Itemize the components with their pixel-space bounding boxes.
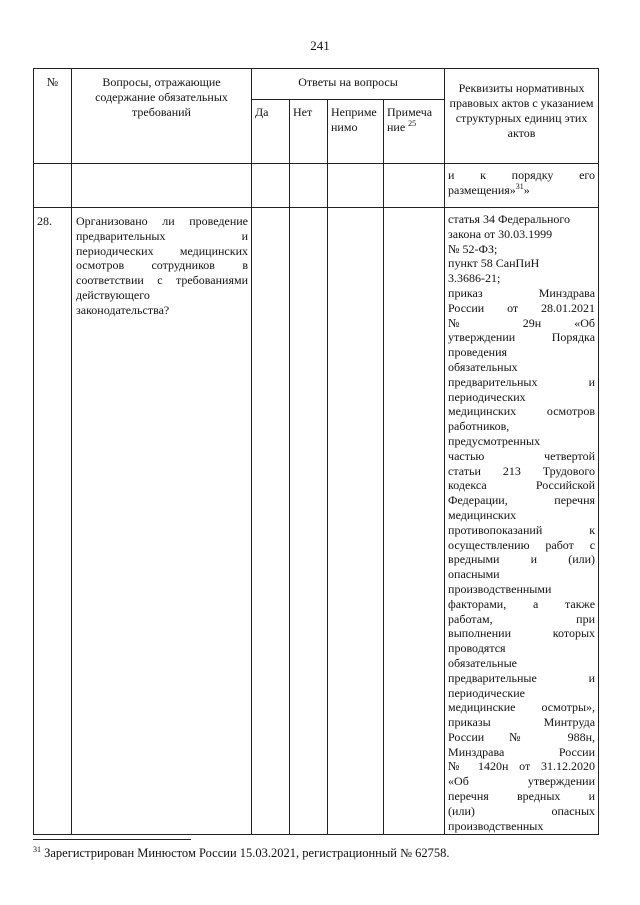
text-line: приказ Минздрава (448, 285, 596, 300)
text-line: выполнении которых (448, 626, 596, 641)
header-requisites: Реквизиты нормативных правовых актов с указанием структурных единиц этих актов (445, 69, 599, 164)
answer-yes-cell[interactable] (252, 208, 290, 835)
text-line: периодические (448, 685, 525, 700)
text-line: соответствии с требованиями (76, 273, 248, 288)
text-line: приказы Минтруда (448, 715, 596, 730)
text-line: № 29н «Об (448, 315, 596, 330)
text-line: частью четвертой (448, 448, 596, 463)
footnote-ref-31: 31 (515, 181, 524, 191)
text-line: статья 34 Федерального (448, 212, 571, 226)
footnote-number: 31 (33, 845, 41, 854)
text-line: работам, при (448, 611, 596, 626)
text-line: утверждении Порядка (448, 330, 596, 345)
answer-no-cell[interactable] (290, 208, 328, 835)
text-line: предусмотренных (448, 433, 541, 448)
text-line: обязательные (448, 655, 517, 670)
text-line: предварительных и (448, 374, 596, 389)
text-line: проведения (448, 345, 508, 360)
requisites-cell (445, 208, 599, 835)
text-line: перечня вредных и (448, 789, 596, 804)
note-cell[interactable] (384, 208, 445, 835)
checklist-table (33, 68, 599, 835)
text-line: производственными (448, 581, 552, 596)
text-line: пункт 58 СанПиН (448, 256, 540, 271)
row-number: 28. (34, 208, 72, 835)
text-line: (или) опасных (448, 803, 596, 818)
page-number: 241 (310, 38, 330, 53)
text-line: предварительные и (448, 670, 596, 685)
text-line: Федерации, перечня (448, 493, 596, 508)
header-note: Примеча ние $^{25}$ (384, 100, 445, 164)
text-line: производственных (448, 818, 544, 833)
text-line: осмотров сотрудников в (76, 258, 248, 273)
text-line: закона от 30.03.1999 (448, 226, 553, 241)
note-footnote-ref: 25 (408, 119, 417, 128)
text-line: Организовано ли проведение (76, 214, 248, 228)
text-line: России от 28.01.2021 (448, 300, 596, 315)
header-question: Вопросы, отражающие содержание обязательных требований (72, 69, 252, 164)
text-line: статьи 213 Трудового (448, 463, 596, 478)
text-line: осуществлению работ с (448, 537, 596, 552)
header-not-applicable: Неприме нимо (328, 100, 384, 164)
table-row (34, 208, 599, 835)
text-line: работников, (448, 419, 510, 434)
text-line: Минздрава России (448, 744, 596, 759)
header-no: Нет (290, 100, 328, 164)
text-line: обязательных (448, 359, 518, 374)
text-line: «Об утверждении (448, 774, 596, 789)
text-line: медицинских осмотров (448, 404, 596, 419)
continuation-row (34, 164, 599, 208)
text-line: № 52-ФЗ; (448, 241, 498, 256)
text-line: 3.3686-21; (448, 271, 501, 286)
text-line: медицинских (448, 507, 517, 522)
text-line: законодательства? (76, 302, 170, 317)
text-line: периодических (448, 389, 526, 404)
text-line: № 1420н от 31.12.2020 (448, 759, 596, 774)
question-cell (72, 208, 252, 835)
continuation-requisites: и к порядку его размещения»$^{31}$» (445, 164, 599, 208)
text-line: периодических медицинских (76, 243, 248, 258)
footnote-divider (33, 839, 191, 840)
header-yes: Да (252, 100, 290, 164)
footnote (33, 846, 450, 861)
text-line: вредными и (или) (448, 552, 596, 567)
text-line: России № 988н, (448, 729, 596, 744)
header-answers: Ответы на вопросы (252, 69, 445, 100)
text-line: медицинские осмотры», (448, 700, 596, 715)
text-line: противопоказаний к (448, 522, 596, 537)
text-line: кодекса Российской (448, 478, 596, 493)
answer-not-applicable-cell[interactable] (328, 208, 384, 835)
text-line: опасными (448, 567, 500, 582)
text-line: предварительных и (76, 228, 248, 243)
text-line: проводятся (448, 641, 506, 656)
text-line: факторами, а также (448, 596, 596, 611)
header-number: № (34, 69, 72, 164)
footnote-text: Зарегистрирован Минюстом России 15.03.2021, регистрационный № 62758. (44, 846, 450, 860)
text-line: действующего (76, 287, 150, 302)
